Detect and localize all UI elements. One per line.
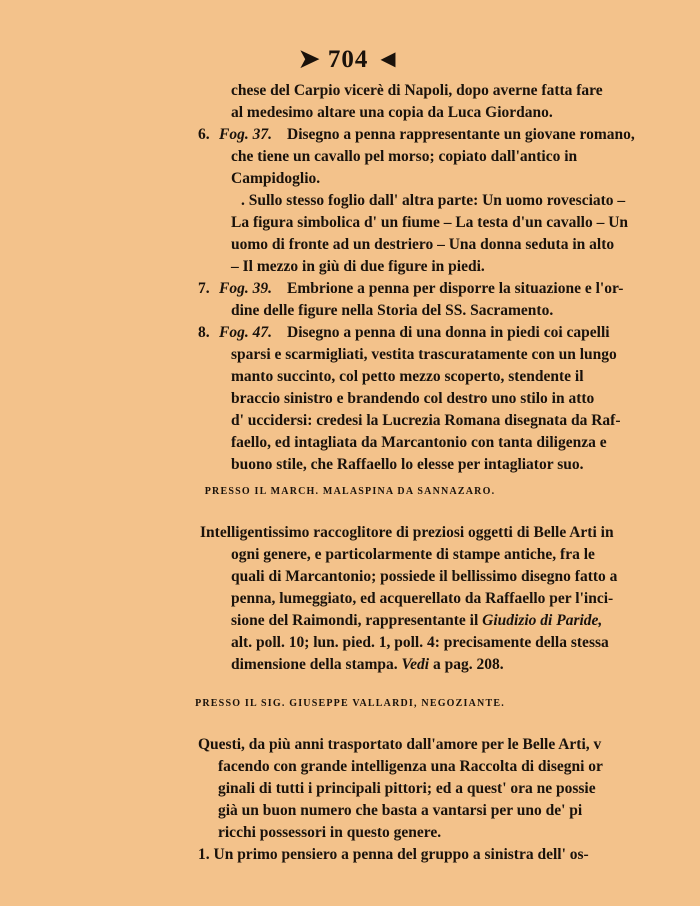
text-line: quali di Marcantonio; possiede il bellissimo disegno fatto a	[231, 568, 618, 585]
text-line: sparsi e scarmigliati, vestita trascuratamente con un lungo	[231, 346, 617, 363]
page-number: ➤ 704 ◄	[298, 46, 402, 73]
text-line: Disegno a penna di una donna in piedi coi capelli	[287, 324, 610, 341]
text-line: penna, lumeggiato, ed acquerellato da Raffaello per l'inci-	[231, 590, 614, 607]
text-line: uomo di fronte ad un destriero – Una donna seduta in alto	[231, 236, 615, 253]
section-heading: PRESSO IL MARCH. MALASPINA DA SANNAZARO.	[204, 486, 496, 497]
text-line: al medesimo altare una copia da Luca Giordano.	[231, 104, 553, 121]
text-line: alt. poll. 10; lun. pied. 1, poll. 4: precisamente della stessa	[231, 634, 609, 651]
item-number: 6.	[198, 126, 210, 143]
see-reference: Vedi	[401, 656, 430, 673]
text-line: dine delle figure nella Storia del SS. Sacramento.	[231, 302, 554, 319]
text-line: già un buon numero che basta a vantarsi per uno de' pi	[218, 802, 583, 819]
text-line: 1. Un primo pensiero a penna del gruppo a sinistra dell' os-	[198, 846, 589, 863]
text-line	[231, 612, 602, 630]
item-number: 8.	[198, 324, 210, 341]
text-line: chese del Carpio vicerè di Napoli, dopo averne fatta fare	[231, 82, 603, 99]
folio-ref: Fog. 37.	[219, 126, 272, 143]
text-line: manto succinto, col petto mezzo scoperto, stendente il	[231, 368, 584, 385]
text-line: ogni genere, e particolarmente di stampe antiche, fra le	[231, 546, 595, 563]
text-line: che tiene un cavallo pel morso; copiato dall'antico in	[231, 148, 578, 165]
text-line: facendo con grande intelligenza una Raccolta di disegni or	[218, 758, 603, 775]
text-line: Questi, da più anni trasportato dall'amore per le Belle Arti, v	[198, 736, 602, 753]
text-line: Disegno a penna rappresentante un giovane romano,	[287, 126, 635, 143]
folio-ref: Fog. 39.	[219, 280, 272, 297]
text-line: d' uccidersi: credesi la Lucrezia Romana disegnata da Raf-	[231, 412, 621, 429]
text-line: Intelligentissimo raccoglitore di preziosi oggetti di Belle Arti in	[200, 524, 614, 541]
item-number: 7.	[198, 280, 210, 297]
text-line	[231, 656, 504, 674]
text-line: faello, ed intagliata da Marcantonio con tanta diligenza e	[231, 434, 607, 451]
text-line: Campidoglio.	[231, 170, 321, 187]
text-line: . Sullo stesso foglio dall' altra parte: Un uomo rovesciato –	[241, 192, 626, 209]
text-line: Embrione a penna per disporre la situazione e l'or-	[287, 280, 624, 297]
text-line: buono stile, che Raffaello lo elesse per intagliator suo.	[231, 456, 584, 473]
folio-ref: Fog. 47.	[219, 324, 272, 341]
section-heading: PRESSO IL SIG. GIUSEPPE VALLARDI, NEGOZIANTE.	[195, 698, 505, 709]
text-line: La figura simbolica d' un fiume – La testa d'un cavallo – Un	[231, 214, 629, 231]
text-line: ginali di tutti i principali pittori; ed a quest' ora ne possie	[218, 780, 596, 797]
page-reference: a pag. 208.	[432, 656, 504, 673]
artwork-title: Giudizio di Paride,	[482, 612, 603, 629]
text-line: ricchi possessori in questo genere.	[218, 824, 442, 841]
text-line: – Il mezzo in giù di due figure in piedi.	[231, 258, 485, 275]
text-segment: sione del Raimondi, rappresentante il	[231, 612, 479, 629]
text-segment: dimensione della stampa.	[231, 656, 398, 673]
text-line: braccio sinistro e brandendo col destro uno stilo in atto	[231, 390, 595, 407]
